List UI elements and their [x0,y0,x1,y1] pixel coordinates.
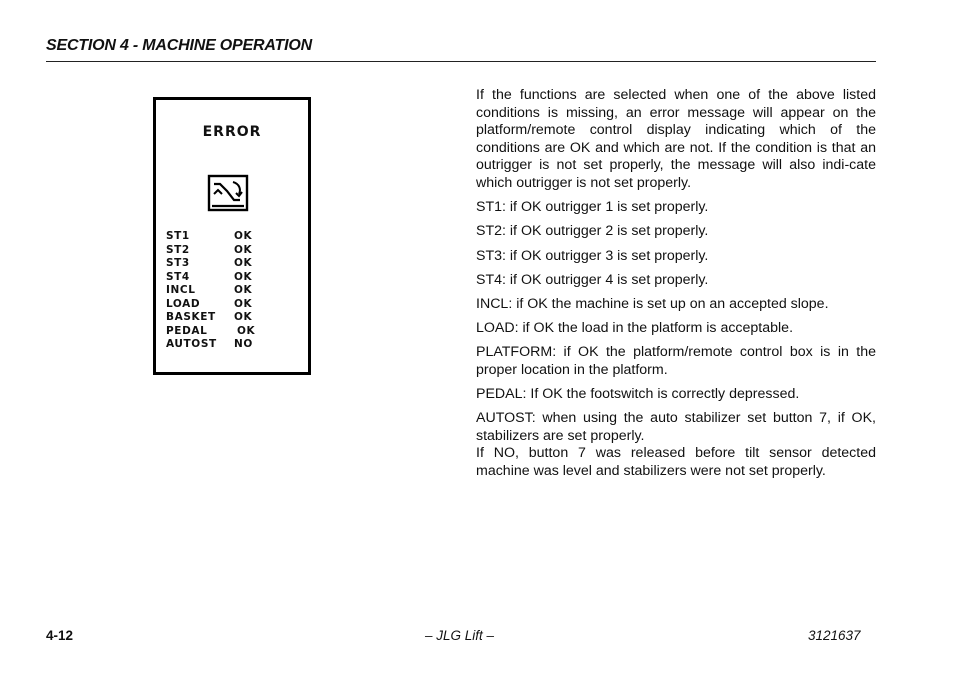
st1-paragraph: ST1: if OK outrigger 1 is set properly. [476,199,709,216]
pedal-paragraph: PEDAL: If OK the footswitch is correctly depressed. [476,386,800,403]
error-display-illustration [153,97,311,375]
tilt-warning-icon [207,174,249,212]
status-value: OK [234,297,253,310]
status-label: ST3 [166,257,190,269]
status-row [166,298,296,312]
intro-paragraph: If the functions are selected when one of the above listed conditions is missing, an error message will appear on the platform/remote control display indicating which of the conditions are OK and which are not. If the condition is that an outrigger is not set properly, the message will also indi-cate which outrigger is not set properly. [476,87,876,191]
st3-paragraph: ST3: if OK outrigger 3 is set properly. [476,247,709,264]
status-value: OK [234,230,253,242]
body-text [476,87,876,487]
platform-paragraph: PLATFORM: if OK the platform/remote control box is in the proper location in the platform. [476,344,876,378]
status-label: INCL [166,284,196,296]
autost-paragraph: AUTOST: when using the auto stabilizer set button 7, if OK, stabilizers are set properly. [476,410,876,444]
st2-paragraph: ST2: if OK outrigger 2 is set properly. [476,223,709,240]
page-number: 4-12 [46,628,74,643]
section-title: SECTION 4 - MACHINE OPERATION [46,37,312,54]
status-row [166,284,296,298]
status-value: OK [237,324,256,337]
load-paragraph: LOAD: if OK the load in the platform is acceptable. [476,320,794,337]
status-value: NO [234,338,253,350]
display-title: ERROR [202,124,262,140]
status-label: PEDAL [166,324,208,337]
status-row [166,230,296,244]
status-row [166,338,296,352]
status-row [166,257,296,271]
autost-no-paragraph: If NO, button 7 was released before tilt sensor detected machine was level and stabilizers were not set properly. [476,445,876,480]
page-header [46,36,876,62]
status-label: ST1 [166,230,190,242]
status-row [166,271,296,285]
status-row [166,311,296,325]
status-label: LOAD [166,297,201,310]
status-value: OK [234,257,253,269]
status-label: BASKET [166,311,216,323]
document-number: 3121637 [808,628,861,643]
status-value: OK [234,270,253,283]
status-list [166,230,296,352]
status-label: AUTOST [166,338,217,350]
status-row [166,244,296,258]
status-label: ST4 [166,270,190,283]
status-row [166,325,296,339]
footer-center-text: – JLG Lift – [425,628,495,643]
incl-paragraph: INCL: if OK the machine is set up on an accepted slope. [476,295,829,312]
status-value: OK [234,243,253,256]
status-value: OK [234,311,253,323]
status-label: ST2 [166,243,190,256]
status-value: OK [234,284,253,296]
st4-paragraph: ST4: if OK outrigger 4 is set properly. [476,271,709,288]
